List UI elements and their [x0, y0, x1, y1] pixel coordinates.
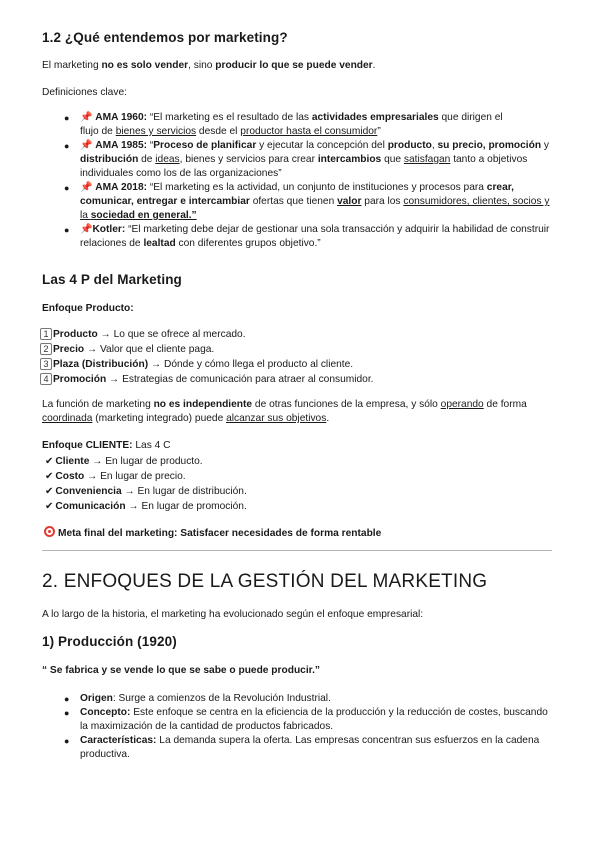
definition-bold: actividades empresariales — [311, 112, 439, 123]
four-c-item — [45, 454, 247, 469]
definitions-list — [64, 111, 552, 251]
divider — [42, 550, 552, 551]
intro-text: , sino — [188, 60, 216, 71]
four-c-desc: En lugar de precio. — [100, 471, 186, 482]
section2-intro: A lo largo de la historia, el marketing ha evolucionado según el enfoque empresarial: — [42, 609, 424, 620]
arrow-icon: → — [84, 344, 101, 355]
goal-text: Meta final del marketing: Satisfacer necesidades de forma rentable — [58, 528, 382, 539]
definition-item — [64, 181, 552, 223]
four-p-name: Promoción — [53, 374, 107, 385]
definition-text: que — [381, 154, 404, 165]
definition-underline: consumidores, clientes, socios y la — [80, 196, 550, 221]
function-text: La función de marketing — [42, 399, 154, 410]
production-bullet — [64, 706, 552, 734]
bullet-icon: ● — [64, 225, 70, 235]
four-c-item — [45, 484, 247, 499]
intro-paragraph — [42, 59, 375, 73]
bullet-sep: : — [112, 693, 119, 704]
number-badge-icon: 3 — [40, 358, 52, 370]
checkmark-icon: ✔ — [45, 471, 54, 482]
definition-bold: lealtad — [143, 238, 176, 249]
pushpin-icon: 📌 — [80, 182, 93, 193]
checkmark-icon: ✔ — [45, 501, 54, 512]
function-paragraph — [42, 398, 552, 426]
target-icon — [44, 526, 55, 537]
definition-text: con diferentes grupos objetivo.” — [175, 238, 321, 249]
function-text: de forma — [483, 399, 527, 410]
definition-text: tanto a objetivos individuales como los de las organizaciones” — [80, 154, 528, 179]
goal-line — [44, 526, 381, 541]
four-p-item — [40, 342, 374, 357]
bullet-icon: ● — [64, 736, 70, 746]
bullet-text: Este enfoque se centra en la eficiencia de la producción y la reducción de costes, buscando la maximización de la cantidad de productos fabricados. — [80, 707, 548, 732]
definition-text: “El marketing es el resultado de las — [149, 112, 312, 123]
bullet-label: Origen — [80, 693, 113, 704]
definition-text: flujo de — [80, 126, 116, 137]
definition-text: , — [431, 140, 438, 151]
bullet-icon: ● — [64, 694, 70, 704]
checkmark-icon: ✔ — [45, 486, 54, 497]
bullet-label: Concepto: — [80, 707, 131, 718]
definition-bold: Proceso de planificar — [153, 140, 257, 151]
production-heading: 1) Producción (1920) — [42, 634, 177, 649]
intro-text: El marketing — [42, 60, 102, 71]
definition-title: Kotler: — [92, 224, 126, 235]
section2-heading: 2. ENFOQUES DE LA GESTIÓN DEL MARKETING — [42, 571, 488, 592]
arrow-icon: → — [106, 374, 123, 385]
definition-text: ofertas que tienen — [249, 196, 338, 207]
bullet-text: La demanda supera la oferta. Las empresas concentran sus esfuerzos en la cadena productiva. — [80, 735, 540, 760]
definition-title: AMA 2018: — [95, 182, 148, 193]
definition-title: AMA 1960: — [95, 112, 148, 123]
client-focus-suffix: Las 4 C — [132, 440, 171, 451]
intro-bold: no es solo vender — [101, 60, 189, 71]
four-p-desc: Valor que el cliente paga. — [100, 344, 215, 355]
four-c-desc: En lugar de producto. — [105, 456, 203, 467]
checkmark-icon: ✔ — [45, 456, 54, 467]
four-c-item — [45, 469, 247, 484]
arrow-icon: → — [125, 501, 142, 512]
definition-text: , bienes y servicios para crear — [179, 154, 318, 165]
function-text: de otras funciones de la empresa, y sólo — [252, 399, 441, 410]
four-c-name: Cliente — [55, 456, 90, 467]
bullet-icon: ● — [64, 183, 70, 193]
four-p-name: Plaza (Distribución) — [53, 359, 149, 370]
production-quote — [42, 664, 320, 678]
bullet-icon: ● — [64, 708, 70, 718]
definition-underline: ideas — [155, 154, 180, 165]
function-underline: operando — [440, 399, 484, 410]
four-p-heading: Las 4 P del Marketing — [42, 272, 182, 287]
four-p-name: Precio — [53, 344, 85, 355]
client-focus-label — [42, 439, 171, 453]
four-c-name: Conveniencia — [55, 486, 122, 497]
production-bullet — [64, 734, 552, 762]
definition-bold: producto — [387, 140, 432, 151]
definition-bold: su precio, promoción — [437, 140, 542, 151]
arrow-icon: → — [121, 486, 138, 497]
four-p-desc: Lo que se ofrece al mercado. — [113, 329, 246, 340]
pushpin-icon: 📌 — [80, 112, 93, 123]
definition-bold: crear, comunicar, entregar e intercambiar — [80, 182, 514, 207]
product-focus-label — [42, 302, 134, 316]
intro-bold: producir lo que se puede vender — [215, 60, 373, 71]
definition-bold-underline: sociedad en general.” — [90, 210, 197, 221]
function-text: . — [326, 413, 330, 424]
client-focus-label-bold: Enfoque CLIENTE: — [42, 440, 133, 451]
definition-item — [64, 223, 552, 251]
definition-text: y ejecutar la concepción del — [256, 140, 388, 151]
four-p-desc: Estrategias de comunicación para atraer al consumidor. — [122, 374, 374, 385]
section-heading: 1.2 ¿Qué entendemos por marketing? — [42, 30, 288, 45]
bullet-icon: ● — [64, 141, 70, 151]
four-c-desc: En lugar de distribución. — [137, 486, 247, 497]
production-bullets — [64, 692, 552, 762]
four-c-name: Comunicación — [55, 501, 126, 512]
bullet-label: Características: — [80, 735, 157, 746]
function-underline: coordinada — [42, 413, 93, 424]
number-badge-icon: 4 — [40, 373, 52, 385]
production-bullet — [64, 692, 552, 706]
definition-title: AMA 1985: — [95, 140, 148, 151]
four-p-desc: Dónde y cómo llega el producto al cliente. — [163, 359, 354, 370]
definition-item — [64, 139, 552, 181]
arrow-icon: → — [97, 329, 114, 340]
four-p-item — [40, 327, 374, 342]
product-focus-label-text: Enfoque Producto: — [42, 303, 134, 314]
definition-item — [64, 111, 552, 139]
definition-bold: intercambios — [317, 154, 382, 165]
function-bold: no es independiente — [153, 399, 253, 410]
arrow-icon: → — [148, 359, 164, 370]
pushpin-icon: 📌 — [80, 140, 93, 151]
number-badge-icon: 2 — [40, 343, 52, 355]
four-c-name: Costo — [55, 471, 85, 482]
definition-text: y — [541, 140, 550, 151]
four-p-item — [40, 372, 374, 387]
definition-text: “El marketing debe dejar de gestionar una sola transacción y adquirir la habilidad de construir relaciones de — [80, 224, 550, 249]
four-c-list — [45, 454, 247, 514]
definition-underline: bienes y servicios — [115, 126, 197, 137]
function-underline: alcanzar sus objetivos — [226, 413, 327, 424]
definition-underline: satisfagan — [403, 154, 451, 165]
definition-text: para los — [361, 196, 404, 207]
arrow-icon: → — [89, 456, 106, 467]
production-quote-text: “ Se fabrica y se vende lo que se sabe o puede producir.” — [42, 665, 320, 676]
definition-text: “El marketing es la actividad, un conjunto de instituciones y procesos para — [147, 182, 487, 193]
function-text: (marketing integrado) puede — [92, 413, 227, 424]
definition-text: de — [138, 154, 156, 165]
definition-text: que dirigen el — [438, 112, 503, 123]
intro-text: . — [372, 60, 376, 71]
four-c-item — [45, 499, 247, 514]
four-c-desc: En lugar de promoción. — [141, 501, 247, 512]
definition-bold-underline: valor — [337, 196, 362, 207]
definition-text: “ — [147, 140, 154, 151]
definitions-label: Definiciones clave: — [42, 87, 127, 98]
pushpin-icon: 📌 — [80, 224, 93, 235]
four-p-list — [40, 327, 374, 387]
definition-text: ” — [377, 126, 381, 137]
four-p-name: Producto — [53, 329, 98, 340]
four-p-item — [40, 357, 374, 372]
definition-underline: productor hasta el consumidor — [240, 126, 378, 137]
number-badge-icon: 1 — [40, 328, 52, 340]
definition-bold: distribución — [80, 154, 139, 165]
arrow-icon: → — [84, 471, 101, 482]
bullet-icon: ● — [64, 113, 70, 123]
definition-text: desde el — [196, 126, 241, 137]
bullet-text: Surge a comienzos de la Revolución Industrial. — [118, 693, 331, 704]
